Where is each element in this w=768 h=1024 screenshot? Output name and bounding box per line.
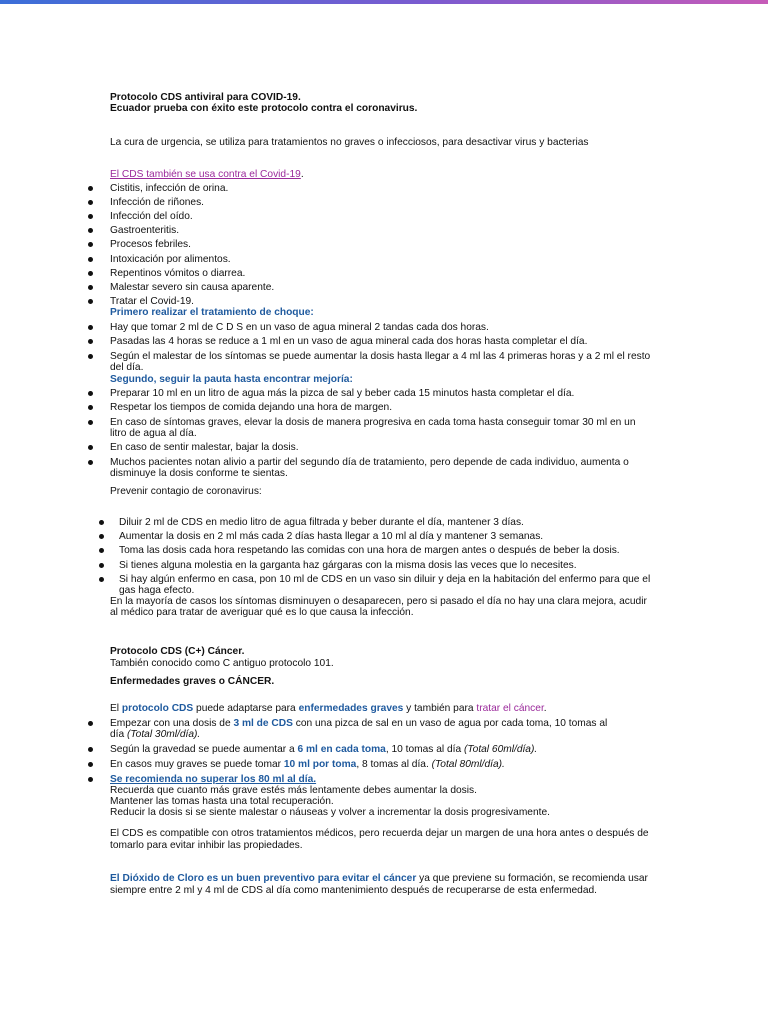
bullet-icon bbox=[88, 445, 93, 450]
bullet-icon bbox=[88, 405, 93, 410]
cancer-heading: Enfermedades graves o CÁNCER. bbox=[110, 676, 275, 687]
bullet-icon bbox=[88, 721, 93, 726]
bullet-icon bbox=[88, 271, 93, 276]
cancer-aka: También conocido como C antiguo protocolo 101. bbox=[110, 658, 334, 669]
highlight: 10 ml por toma bbox=[283, 759, 357, 770]
list-item: Tratar el Covid-19. bbox=[110, 296, 194, 307]
list-item bbox=[110, 759, 505, 771]
preventive-paragraph bbox=[110, 873, 648, 885]
bullet-icon bbox=[88, 460, 93, 465]
list-item-continued: litro de agua al día. bbox=[110, 428, 197, 439]
list-item: Malestar severo sin causa aparente. bbox=[110, 282, 275, 293]
list-item: Preparar 10 ml en un litro de agua más la pizca de sal y beber cada 15 minutos hasta completar el día. bbox=[110, 388, 575, 399]
highlight: El Dióxido de Cloro es un buen preventivo para evitar el cáncer bbox=[110, 873, 417, 884]
intro-paragraph: La cura de urgencia, se utiliza para tratamientos no graves o infecciosos, para desactivar virus y bacterias bbox=[110, 137, 589, 148]
list-item: Si tienes alguna molestia en la garganta haz gárgaras con la misma dosis las veces que lo necesites. bbox=[119, 560, 577, 571]
highlight: enfermedades graves bbox=[298, 703, 404, 714]
bullet-icon bbox=[88, 186, 93, 191]
bullet-icon bbox=[88, 242, 93, 247]
covid-link-line bbox=[110, 169, 304, 181]
italic-text: (Total 80ml/día). bbox=[431, 759, 505, 770]
cancer-intro bbox=[110, 703, 547, 715]
bullet-icon bbox=[88, 747, 93, 752]
doc-title: Protocolo CDS antiviral para COVID-19. bbox=[110, 92, 301, 103]
list-item-continued: Reducir la dosis si se siente malestar o náuseas y volver a incrementar la dosis progresivamente. bbox=[110, 807, 550, 818]
text: , 8 tomas al día. bbox=[356, 759, 432, 770]
list-item: Si hay algún enfermo en casa, pon 10 ml de CDS en un vaso sin diluir y deja en la habitación del enfermo para que el bbox=[119, 574, 651, 585]
list-item: Muchos pacientes notan alivio a partir del segundo día de tratamiento, pero depende de cada individuo, aumenta o bbox=[110, 457, 629, 468]
list-item: Diluir 2 ml de CDS en medio litro de agua filtrada y beber durante el día, mantener 3 días. bbox=[119, 517, 524, 528]
list-item: En caso de sentir malestar, bajar la dosis. bbox=[110, 442, 299, 453]
list-item-continued: Mantener las tomas hasta una total recuperación. bbox=[110, 796, 334, 807]
bullet-icon bbox=[88, 762, 93, 767]
bullet-icon bbox=[88, 354, 93, 359]
text: , 10 tomas al día bbox=[385, 744, 464, 755]
list-item-continued: Recuerda que cuanto más grave estés más lentamente debes aumentar la dosis. bbox=[110, 785, 477, 796]
text: día bbox=[110, 729, 127, 740]
highlight: protocolo CDS bbox=[121, 703, 194, 714]
list-item: Infección de riñones. bbox=[110, 197, 205, 208]
list-item: Repentinos vómitos o diarrea. bbox=[110, 268, 246, 279]
bullet-icon bbox=[99, 534, 104, 539]
list-item: Toma las dosis cada hora respetando las comidas con una hora de margen antes o después de beber la dosis. bbox=[119, 545, 620, 556]
cancer-title: Protocolo CDS (C+) Cáncer. bbox=[110, 646, 245, 657]
bullet-icon bbox=[88, 391, 93, 396]
bullet-icon bbox=[99, 563, 104, 568]
list-item: Pasadas las 4 horas se reduce a 1 ml en un vaso de agua mineral cada dos horas hasta completar el día. bbox=[110, 336, 588, 347]
italic-text: (Total 60ml/día). bbox=[463, 744, 538, 755]
list-item: Gastroenteritis. bbox=[110, 225, 180, 236]
text: El bbox=[110, 703, 122, 714]
text: En casos muy graves se puede tomar bbox=[110, 759, 284, 770]
prevent-heading: Prevenir contagio de coronavirus: bbox=[110, 486, 262, 497]
italic-text: (Total 30ml/día). bbox=[127, 729, 201, 740]
recommend-link[interactable]: Se recomienda no superar los 80 ml al día. bbox=[110, 774, 317, 785]
bullet-icon bbox=[88, 285, 93, 290]
list-item: Aumentar la dosis en 2 ml más cada 2 días hasta llegar a 10 ml al día y mantener 3 semanas. bbox=[119, 531, 544, 542]
covid-link[interactable]: El CDS también se usa contra el Covid-19 bbox=[110, 169, 301, 180]
bullet-icon bbox=[88, 200, 93, 205]
covid-link-dot: . bbox=[300, 169, 304, 180]
list-item-continued: gas haga efecto. bbox=[119, 585, 195, 596]
highlight-link: tratar el cáncer bbox=[476, 703, 544, 714]
bullet-icon bbox=[99, 577, 104, 582]
text: Según la gravedad se puede aumentar a bbox=[110, 744, 298, 755]
list-item-continued: del día. bbox=[110, 362, 144, 373]
step2-heading: Segundo, seguir la pauta hasta encontrar mejoría: bbox=[110, 374, 353, 385]
text: y también para bbox=[403, 703, 477, 714]
doc-subtitle: Ecuador prueba con éxito este protocolo contra el coronavirus. bbox=[110, 103, 418, 114]
list-item: Procesos febriles. bbox=[110, 239, 191, 250]
compat-paragraph-continued: tomarlo para evitar inhibir las propiedades. bbox=[110, 840, 303, 851]
text: con una pizca de sal en un vaso de agua por cada toma, 10 tomas al bbox=[292, 718, 608, 729]
bullet-icon bbox=[99, 548, 104, 553]
list-item: Según el malestar de los síntomas se puede aumentar la dosis hasta llegar a 4 ml las 4 primeras horas y a 2 ml el resto bbox=[110, 351, 651, 362]
list-item-continued bbox=[110, 729, 200, 741]
list-item bbox=[110, 744, 537, 756]
list-item: Intoxicación por alimentos. bbox=[110, 254, 231, 265]
text: Empezar con una dosis de bbox=[110, 718, 234, 729]
prevent-note-continued: al médico para tratar de averiguar qué es lo que causa la infección. bbox=[110, 607, 414, 618]
preventive-paragraph-continued: siempre entre 2 ml y 4 ml de CDS al día como mantenimiento después de recuperarse de esta enfermedad. bbox=[110, 885, 597, 896]
list-item: En caso de síntomas graves, elevar la dosis de manera progresiva en cada toma hasta conseguir tomar 30 ml en un bbox=[110, 417, 636, 428]
bullet-icon bbox=[88, 325, 93, 330]
bullet-icon bbox=[99, 520, 104, 525]
compat-paragraph: El CDS es compatible con otros tratamientos médicos, pero recuerda dejar un margen de una hora antes o después de bbox=[110, 828, 649, 839]
bullet-icon bbox=[88, 420, 93, 425]
bullet-icon bbox=[88, 228, 93, 233]
list-item-continued: disminuye la dosis conforme te sientas. bbox=[110, 468, 288, 479]
text: puede adaptarse para bbox=[193, 703, 299, 714]
bullet-icon bbox=[88, 257, 93, 262]
top-accent-bar bbox=[0, 0, 768, 4]
list-item: Respetar los tiempos de comida dejando una hora de margen. bbox=[110, 402, 393, 413]
list-item: Hay que tomar 2 ml de C D S en un vaso de agua mineral 2 tandas cada dos horas. bbox=[110, 322, 489, 333]
bullet-icon bbox=[88, 214, 93, 219]
bullet-icon bbox=[88, 299, 93, 304]
step1-heading: Primero realizar el tratamiento de choque: bbox=[110, 307, 314, 318]
bullet-icon bbox=[88, 777, 93, 782]
list-item: Cistitis, infección de orina. bbox=[110, 183, 229, 194]
text: . bbox=[543, 703, 547, 714]
prevent-note: En la mayoría de casos los síntomas disminuyen o desaparecen, pero si pasado el día no hay una clara mejora, acudir bbox=[110, 596, 647, 607]
bullet-icon bbox=[88, 339, 93, 344]
highlight: 3 ml de CDS bbox=[233, 718, 293, 729]
highlight: 6 ml en cada toma bbox=[297, 744, 386, 755]
text: ya que previene su formación, se recomienda usar bbox=[416, 873, 648, 884]
list-item: Infección del oído. bbox=[110, 211, 193, 222]
